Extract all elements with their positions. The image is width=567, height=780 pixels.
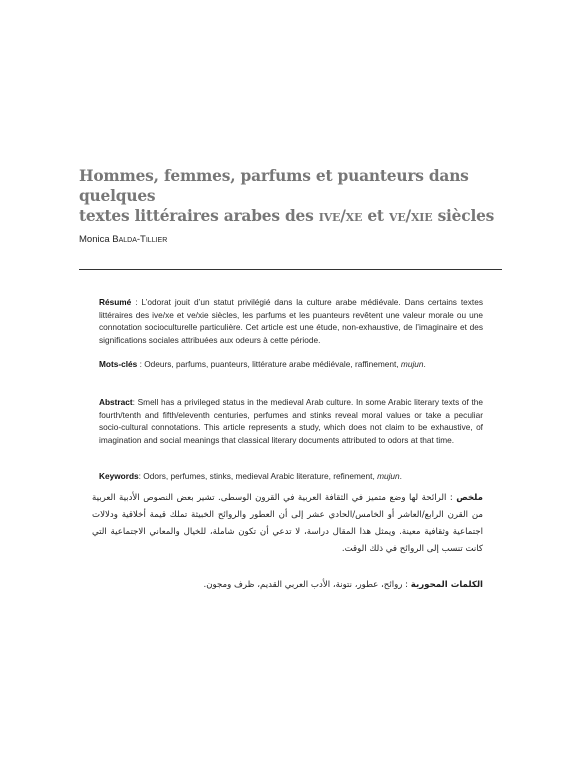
title-century-2: ve/xie (389, 207, 433, 225)
keywords-end: . (399, 471, 402, 481)
article-title (79, 166, 519, 226)
abstract-text: : Smell has a privileged status in the medieval Arab culture. In some Arabic literary texts of the fourth/tenth and fifth/eleventh centuries, perfumes and stinks reveal moral values or take a peculiar socio-cultural connotations. This article represents a study, which does not claim to be exhaustive, of imagination and social meanings that classical literary documents attributed to odors at that time. (99, 397, 483, 445)
keywords-text: : Odors, perfumes, stinks, medieval Arabic literature, refinement, (138, 471, 378, 481)
title-line-1: Hommes, femmes, parfums et puanteurs dans quelques (79, 167, 469, 205)
author-last-name: Balda-Tillier (112, 234, 168, 245)
title-suffix: siècles (432, 207, 495, 225)
arabic-keywords-label: الكلمات المحورية (410, 580, 483, 590)
arabic-keywords-text: : روائح، عطور، نتونة، الأدب العربي القديم، ظرف ومجون. (203, 580, 411, 590)
abstract-paragraph (99, 396, 483, 446)
author-name (79, 234, 167, 245)
arabic-keywords-paragraph (92, 577, 483, 594)
mots-cles-label: Mots-clés (99, 359, 138, 369)
title-line-2: textes littéraires arabes des (79, 207, 319, 225)
keywords-label: Keywords (99, 471, 139, 481)
abstract-label: Abstract (99, 397, 133, 407)
title-connector: et (362, 207, 389, 225)
mots-cles-paragraph (99, 358, 483, 371)
arabic-summary-label: ملخص (456, 493, 483, 503)
mots-cles-end: . (423, 359, 426, 369)
arabic-summary-paragraph (92, 490, 483, 558)
resume-text: : L’odorat jouit d’un statut privilégié dans la culture arabe médiévale. Dans certains textes littéraires des ive/xe et ve/xie siècles, les parfums et les puanteurs revêtent une valeur morale ou une connotation socioculturelle particulière. Cet article est une étude, non-exhaustive, de l’imaginaire et des significations sociales attribuées aux odeurs à cette période. (99, 297, 483, 345)
keywords-paragraph (99, 470, 483, 483)
title-century-1: ive/xe (318, 207, 363, 225)
arabic-summary-text: : الرائحة لها وضع متميز في الثقافة العربية في القرون الوسطى. تشير بعض النصوص الأدبية العربية من القرن الرابع/العاشر أو الخامس/الحادي عشر إلى أن العطور والروائح الخبيثة تملك قيمة أخلاقية ودلالات اجتماعية وثقافية معينة. ويمثل هذا المقال دراسة، لا تدعي أن تكون شاملة، للخيال والمعاني الاجتماعية التي كانت تنسب إلى الروائح في ذلك الوقت. (92, 493, 483, 554)
mots-cles-text: : Odeurs, parfums, puanteurs, littérature arabe médiévale, raffinement, (137, 359, 401, 369)
keywords-italic: mujun (377, 471, 400, 481)
header-divider (79, 269, 502, 270)
resume-paragraph (99, 296, 483, 346)
resume-label: Résumé (99, 297, 132, 307)
mots-cles-italic: mujun (400, 359, 424, 369)
author-first-name: Monica (79, 234, 113, 245)
